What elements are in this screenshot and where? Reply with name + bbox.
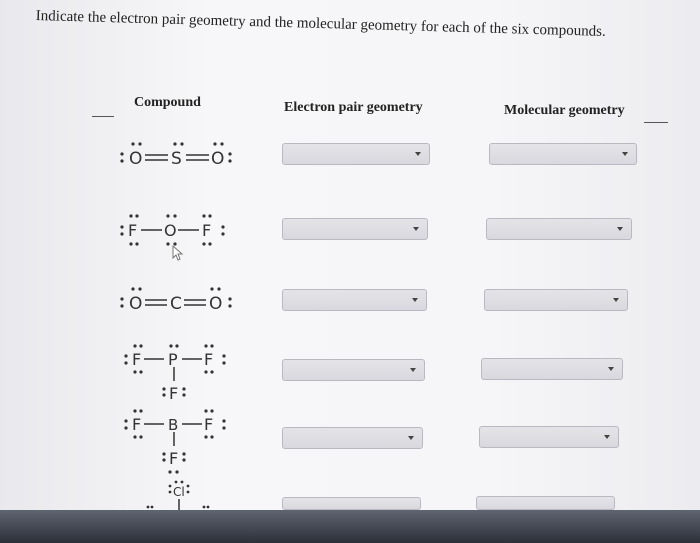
chevron-down-icon xyxy=(408,436,414,440)
svg-text:S: S xyxy=(171,149,182,169)
molecular-select-3[interactable] xyxy=(484,289,628,311)
svg-text:Cl: Cl xyxy=(173,485,185,499)
chevron-down-icon xyxy=(604,435,610,439)
chevron-down-icon xyxy=(622,152,628,156)
molecular-select-6[interactable] xyxy=(476,496,615,510)
compound-header: Compound xyxy=(134,95,201,110)
header-rule-left xyxy=(92,116,114,117)
svg-text:F: F xyxy=(128,221,138,240)
mouse-pointer-icon xyxy=(172,245,184,266)
svg-text:O: O xyxy=(129,294,143,314)
svg-text:F: F xyxy=(204,350,214,369)
svg-text:F: F xyxy=(132,350,142,369)
svg-text:F: F xyxy=(202,221,212,240)
chevron-down-icon xyxy=(410,368,416,372)
svg-text:C: C xyxy=(170,294,182,314)
question-text: Indicate the electron pair geometry and the molecular geometry for each of the six compounds. xyxy=(35,8,606,40)
svg-text:F: F xyxy=(169,384,179,403)
electron-pair-select-6[interactable] xyxy=(282,497,421,510)
svg-text:F: F xyxy=(204,415,214,434)
svg-text:F: F xyxy=(132,415,142,434)
svg-text:O: O xyxy=(209,294,223,314)
chevron-down-icon xyxy=(415,152,421,156)
svg-text:O: O xyxy=(129,149,143,169)
monitor-bezel xyxy=(0,510,700,543)
molecular-select-4[interactable] xyxy=(481,358,623,380)
electron-pair-select-2[interactable] xyxy=(282,218,428,240)
lewis-structure-co2 xyxy=(120,285,240,330)
molecular-select-2[interactable] xyxy=(486,218,632,240)
svg-text:B: B xyxy=(168,416,179,434)
header-rule-right xyxy=(644,122,668,123)
electron-pair-header: Electron pair geometry xyxy=(284,100,423,115)
svg-text:P: P xyxy=(168,350,178,369)
molecular-header: Molecular geometry xyxy=(504,103,625,118)
chevron-down-icon xyxy=(613,298,619,302)
chevron-down-icon xyxy=(617,227,623,231)
electron-pair-select-3[interactable] xyxy=(282,289,427,311)
svg-text:F: F xyxy=(169,449,179,468)
electron-pair-select-5[interactable] xyxy=(282,427,423,449)
svg-text:O: O xyxy=(164,221,177,240)
molecular-select-5[interactable] xyxy=(479,426,619,448)
chevron-down-icon xyxy=(608,367,614,371)
electron-pair-select-1[interactable] xyxy=(282,143,430,165)
electron-pair-select-4[interactable] xyxy=(282,359,425,381)
lewis-structure-so2 xyxy=(120,140,240,185)
lewis-structure-bf3 xyxy=(124,410,234,481)
chevron-down-icon xyxy=(412,298,418,302)
svg-text:O: O xyxy=(211,149,225,169)
lewis-structure-pf3 xyxy=(124,345,234,410)
chevron-down-icon xyxy=(413,227,419,231)
molecular-select-1[interactable] xyxy=(489,143,637,165)
